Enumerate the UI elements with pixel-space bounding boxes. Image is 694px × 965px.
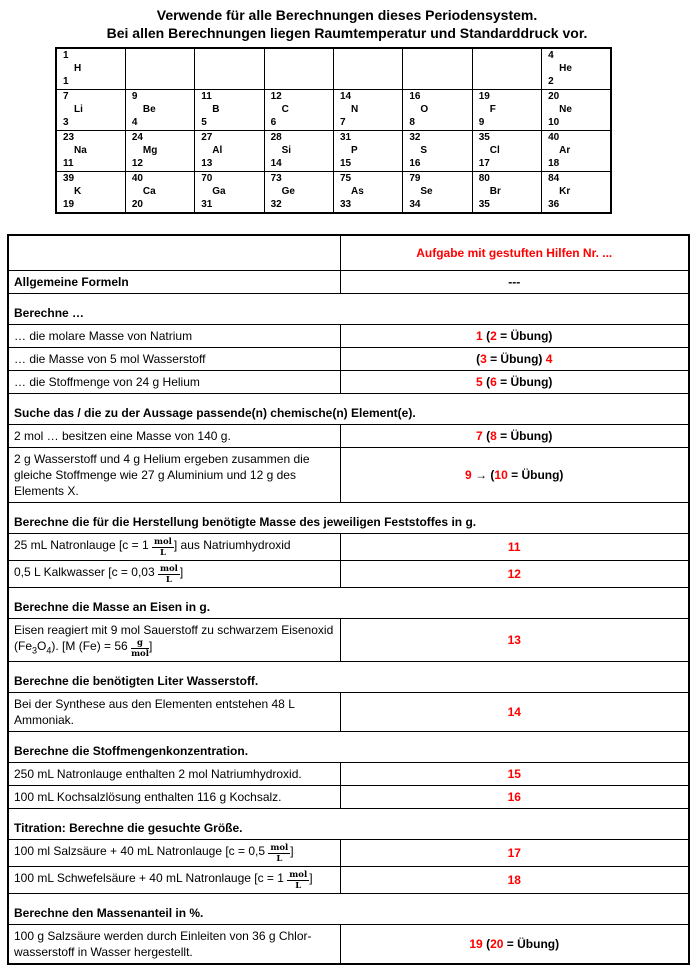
- task-row: [8, 763, 689, 786]
- mass-number: 4: [548, 50, 554, 61]
- text-segment: ]: [148, 639, 153, 653]
- fraction-denominator: L: [159, 548, 166, 558]
- hint-number: 6: [490, 375, 497, 389]
- mass-number: 35: [478, 132, 490, 143]
- element-symbol: Na: [74, 145, 87, 156]
- text-segment: O: [37, 639, 47, 653]
- text-segment: = Übung): [503, 937, 560, 951]
- task-hint-cell: [340, 271, 689, 294]
- chemical-subscript: 3: [32, 645, 38, 656]
- text-segment: (: [482, 937, 491, 951]
- mass-number: 75: [340, 173, 352, 184]
- task-row: [8, 561, 689, 588]
- task-row: [8, 348, 689, 371]
- section-row: [8, 894, 689, 925]
- task-hint-cell: [340, 925, 689, 965]
- task-label-cell: [8, 325, 340, 348]
- atomic-number: 2: [548, 76, 554, 87]
- mass-number: 7: [63, 91, 69, 102]
- hint-number: 16: [507, 790, 521, 804]
- element-cell-ar: [542, 131, 611, 172]
- task-hint-cell: [340, 534, 689, 561]
- fraction-numerator: mol: [153, 537, 172, 547]
- hint-number: 19: [469, 937, 483, 951]
- atomic-number: 10: [548, 117, 560, 128]
- atomic-number: 33: [340, 199, 352, 210]
- text-segment: 0,5 L Kalkwasser [c = 0,03: [14, 565, 158, 579]
- element-cell-o: [403, 90, 472, 131]
- mass-number: 32: [409, 132, 421, 143]
- task-row: [8, 448, 689, 503]
- atomic-number: 1: [63, 76, 69, 87]
- task-label-cell: [8, 619, 340, 662]
- element-symbol: P: [351, 145, 358, 156]
- atomic-number: 19: [63, 199, 75, 210]
- text-segment: 25 mL Natronlauge [c = 1: [14, 538, 152, 552]
- empty-element-cell: [264, 48, 333, 90]
- element-symbol: Ar: [559, 145, 571, 156]
- task-label-cell: [8, 348, 340, 371]
- hint-number: 12: [507, 567, 521, 581]
- text-segment: … die molare Masse von Natrium: [14, 329, 193, 343]
- section-row: [8, 809, 689, 840]
- empty-element-cell: [472, 48, 541, 90]
- element-symbol: C: [281, 104, 289, 115]
- task-hint-cell: [340, 867, 689, 894]
- periodic-table: [55, 47, 612, 214]
- element-cell-h: [56, 48, 125, 90]
- task-hint-cell: [340, 693, 689, 732]
- atomic-number: 6: [270, 117, 277, 128]
- unit-fraction: [131, 639, 149, 658]
- task-hint-cell: [340, 371, 689, 394]
- page-title-line1: Verwende für alle Berechnungen dieses Periodensystem.: [156, 7, 538, 23]
- element-cell-k: [56, 172, 125, 214]
- task-row: [8, 425, 689, 448]
- section-row: [8, 662, 689, 693]
- section-title: Berechne die für die Herstellung benötigte Masse des jeweiligen Feststoffes in g.: [8, 503, 689, 534]
- mass-number: 16: [409, 91, 421, 102]
- task-table: [7, 234, 690, 965]
- task-label-cell: [8, 840, 340, 867]
- empty-element-cell: [195, 48, 264, 90]
- task-hint-cell: [340, 425, 689, 448]
- unit-fraction: [287, 871, 309, 890]
- mass-number: 19: [478, 91, 490, 102]
- text-segment: ]: [290, 844, 294, 858]
- text-segment: (: [482, 329, 491, 343]
- element-symbol: Mg: [142, 145, 158, 156]
- page-title-line2: Bei allen Berechnungen liegen Raumtemperatur und Standarddruck vor.: [106, 25, 588, 41]
- section-title: Berechne die Stoffmengenkonzentration.: [8, 732, 689, 763]
- atomic-number: 31: [201, 199, 213, 210]
- element-symbol: H: [74, 63, 82, 74]
- hint-number: 11: [507, 540, 521, 554]
- hint-number: 5: [476, 375, 483, 389]
- section-row: [8, 294, 689, 325]
- mass-number: 11: [201, 91, 212, 102]
- task-label-cell: [8, 271, 340, 294]
- mass-number: 20: [548, 91, 560, 102]
- atomic-number: 4: [131, 117, 138, 128]
- hint-number: 9: [465, 468, 472, 482]
- mass-number: 31: [340, 132, 352, 143]
- section-row: [8, 503, 689, 534]
- task-row: [8, 325, 689, 348]
- element-symbol: Br: [489, 186, 501, 197]
- text-segment: 100 ml Salzsäure + 40 mL Natronlauge [c = 0,5: [14, 844, 269, 858]
- task-row: [8, 925, 689, 965]
- hint-number: 7: [476, 429, 483, 443]
- element-cell-s: [403, 131, 472, 172]
- atomic-number: 16: [409, 158, 421, 169]
- section-row: [8, 588, 689, 619]
- element-cell-he: [542, 48, 611, 90]
- element-symbol: B: [212, 104, 220, 115]
- text-segment: ---: [508, 275, 521, 289]
- element-symbol: Cl: [489, 145, 500, 156]
- element-cell-ne: [542, 90, 611, 131]
- hint-number: 3: [480, 352, 487, 366]
- element-cell-br: [472, 172, 541, 214]
- text-segment: ]: [179, 565, 184, 579]
- text-segment: … die Masse von 5 mol Wasserstoff: [14, 352, 206, 366]
- mass-number: 28: [270, 132, 282, 143]
- header-right-cell: Aufgabe mit gestuften Hilfen Nr. ...: [340, 235, 689, 271]
- element-symbol: Li: [74, 104, 83, 115]
- task-hint-cell: [340, 448, 689, 503]
- element-symbol: Se: [420, 186, 433, 197]
- text-segment: 2 mol … besitzen eine Masse von 140 g.: [14, 429, 231, 443]
- section-title: Titration: Berechne die gesuchte Größe.: [8, 809, 689, 840]
- empty-element-cell: [334, 48, 403, 90]
- hint-number: 4: [545, 352, 553, 366]
- task-row: [8, 619, 689, 662]
- atomic-number: 11: [63, 158, 74, 169]
- element-symbol: K: [74, 186, 82, 197]
- section-row: [8, 394, 689, 425]
- element-symbol: Kr: [559, 186, 571, 197]
- text-segment: 100 mL Schwefelsäure + 40 mL Natronlauge [c = 1: [14, 871, 288, 885]
- element-cell-kr: [542, 172, 611, 214]
- fraction-denominator: L: [295, 881, 302, 891]
- empty-element-cell: [125, 48, 194, 90]
- element-symbol: Si: [281, 145, 292, 156]
- task-label-cell: [8, 925, 340, 965]
- element-cell-be: [125, 90, 194, 131]
- task-row: [8, 867, 689, 894]
- element-cell-se: [403, 172, 472, 214]
- text-segment: ]: [309, 871, 313, 885]
- fraction-denominator: L: [276, 854, 283, 864]
- element-cell-c: [264, 90, 333, 131]
- text-segment: 250 mL Natronlauge enthalten 2 mol Natriumhydroxid.: [14, 767, 302, 781]
- element-cell-as: [334, 172, 403, 214]
- element-symbol: Ne: [559, 104, 572, 115]
- element-cell-p: [334, 131, 403, 172]
- task-label-cell: [8, 867, 340, 894]
- text-segment: (: [482, 429, 491, 443]
- element-symbol: O: [420, 104, 429, 115]
- text-segment: (: [476, 352, 481, 366]
- mass-number: 40: [548, 132, 560, 143]
- mass-number: 84: [548, 173, 560, 184]
- text-segment: 100 mL Kochsalzlösung enthalten 116 g Kochsalz.: [14, 790, 282, 804]
- text-segment: ). [M (Fe) = 56: [51, 639, 132, 653]
- worksheet-header: [0, 6, 694, 42]
- mass-number: 27: [201, 132, 213, 143]
- header-left-cell: [8, 235, 340, 271]
- hint-number: 13: [507, 633, 521, 647]
- text-segment: = Übung): [496, 329, 553, 343]
- element-symbol: Be: [142, 104, 156, 115]
- section-title: Berechne die benötigten Liter Wasserstoff.: [8, 662, 689, 693]
- atomic-number: 3: [63, 117, 69, 128]
- fraction-denominator: L: [165, 575, 172, 585]
- task-label-cell: [8, 448, 340, 503]
- atomic-number: 8: [409, 117, 415, 128]
- hint-number: 17: [507, 846, 521, 860]
- section-title: Suche das / die zu der Aussage passende(n) chemische(n) Element(e).: [8, 394, 689, 425]
- mass-number: 12: [270, 91, 282, 102]
- hint-number: 15: [507, 767, 521, 781]
- text-segment: = Übung): [496, 375, 553, 389]
- task-row: [8, 786, 689, 809]
- chemical-subscript: 4: [46, 645, 52, 656]
- section-title: Berechne die Masse an Eisen in g.: [8, 588, 689, 619]
- task-hint-cell: [340, 561, 689, 588]
- atomic-number: 18: [548, 158, 560, 169]
- text-segment: ] aus Natriumhydroxid: [173, 538, 291, 552]
- element-cell-al: [195, 131, 264, 172]
- element-cell-mg: [125, 131, 194, 172]
- task-label-cell: [8, 425, 340, 448]
- unit-fraction: [268, 844, 290, 863]
- text-segment: = Übung): [486, 352, 546, 366]
- element-symbol: Ga: [212, 186, 226, 197]
- element-symbol: S: [420, 145, 428, 156]
- mass-number: 73: [270, 173, 282, 184]
- fraction-numerator: mol: [270, 843, 289, 853]
- hint-number: 18: [507, 873, 521, 887]
- task-row: [8, 271, 689, 294]
- element-cell-na: [56, 131, 125, 172]
- atomic-number: 5: [201, 117, 207, 128]
- task-row: [8, 693, 689, 732]
- unit-fraction: [152, 538, 174, 557]
- element-symbol: As: [351, 186, 364, 197]
- hint-number: 8: [490, 429, 497, 443]
- atomic-number: 35: [478, 199, 490, 210]
- mass-number: 1: [63, 50, 69, 61]
- task-label-cell: [8, 371, 340, 394]
- mass-number: 23: [63, 132, 75, 143]
- task-hint-cell: [340, 348, 689, 371]
- hint-number: 2: [490, 329, 497, 343]
- task-label-cell: [8, 763, 340, 786]
- task-row: [8, 840, 689, 867]
- text-segment: … die Stoffmenge von 24 g Helium: [14, 375, 200, 389]
- fraction-numerator: mol: [289, 870, 308, 880]
- section-row: [8, 732, 689, 763]
- element-symbol: He: [559, 63, 572, 74]
- element-symbol: N: [351, 104, 359, 115]
- task-hint-cell: [340, 325, 689, 348]
- atomic-number: 32: [270, 199, 282, 210]
- element-cell-ge: [264, 172, 333, 214]
- text-segment: → (: [471, 468, 495, 482]
- text-segment: Bei der Synthese aus den Elementen entstehen 48 L Ammoniak.: [14, 697, 295, 727]
- element-cell-si: [264, 131, 333, 172]
- atomic-number: 7: [340, 117, 346, 128]
- mass-number: 79: [409, 173, 421, 184]
- element-cell-cl: [472, 131, 541, 172]
- atomic-number: 34: [409, 199, 421, 210]
- mass-number: 9: [131, 91, 138, 102]
- mass-number: 80: [478, 173, 490, 184]
- mass-number: 40: [131, 173, 143, 184]
- element-cell-ga: [195, 172, 264, 214]
- fraction-numerator: g: [131, 639, 149, 649]
- element-cell-ca: [125, 172, 194, 214]
- task-row: [8, 371, 689, 394]
- element-symbol: Al: [212, 145, 223, 156]
- hint-number: 20: [490, 937, 504, 951]
- unit-fraction: [158, 565, 180, 584]
- hint-number: 10: [494, 468, 508, 482]
- element-symbol: F: [489, 104, 496, 115]
- atomic-number: 20: [131, 199, 143, 210]
- text-segment: (: [482, 375, 491, 389]
- element-symbol: Ge: [281, 186, 295, 197]
- element-cell-b: [195, 90, 264, 131]
- task-hint-cell: [340, 786, 689, 809]
- task-hint-cell: [340, 619, 689, 662]
- text-segment: = Übung): [507, 468, 564, 482]
- element-symbol: Ca: [142, 186, 156, 197]
- atomic-number: 9: [478, 117, 485, 128]
- fraction-denominator: mol: [131, 649, 149, 659]
- task-label-cell: [8, 561, 340, 588]
- element-cell-n: [334, 90, 403, 131]
- empty-element-cell: [403, 48, 472, 90]
- mass-number: 70: [201, 173, 213, 184]
- atomic-number: 13: [201, 158, 213, 169]
- section-title: Berechne den Massenanteil in %.: [8, 894, 689, 925]
- task-hint-cell: [340, 840, 689, 867]
- text-segment: 100 g Salzsäure werden durch Einleiten von 36 g Chlor-wasserstoff in Wasser hergestellt.: [14, 929, 312, 959]
- mass-number: 24: [131, 132, 143, 143]
- hint-number: 14: [507, 705, 521, 719]
- task-label-cell: [8, 534, 340, 561]
- text-segment: Allgemeine Formeln: [14, 275, 129, 289]
- mass-number: 14: [340, 91, 352, 102]
- atomic-number: 14: [270, 158, 282, 169]
- text-segment: Eisen reagiert mit 9 mol Sauerstoff zu schwarzem Eisenoxid (Fe: [14, 623, 334, 653]
- fraction-numerator: mol: [159, 564, 178, 574]
- element-cell-li: [56, 90, 125, 131]
- task-label-cell: [8, 786, 340, 809]
- hint-number: 1: [476, 329, 483, 343]
- text-segment: 2 g Wasserstoff und 4 g Helium ergeben zusammen die gleiche Stoffmenge wie 27 g Aluminium und 12 g des Elements X.: [14, 452, 310, 498]
- element-cell-f: [472, 90, 541, 131]
- mass-number: 39: [63, 173, 75, 184]
- atomic-number: 36: [548, 199, 560, 210]
- section-title: Berechne …: [8, 294, 689, 325]
- task-table-header-row: [8, 235, 689, 271]
- task-row: [8, 534, 689, 561]
- text-segment: = Übung): [496, 429, 553, 443]
- atomic-number: 17: [478, 158, 490, 169]
- atomic-number: 12: [131, 158, 143, 169]
- atomic-number: 15: [340, 158, 352, 169]
- task-label-cell: [8, 693, 340, 732]
- task-hint-cell: [340, 763, 689, 786]
